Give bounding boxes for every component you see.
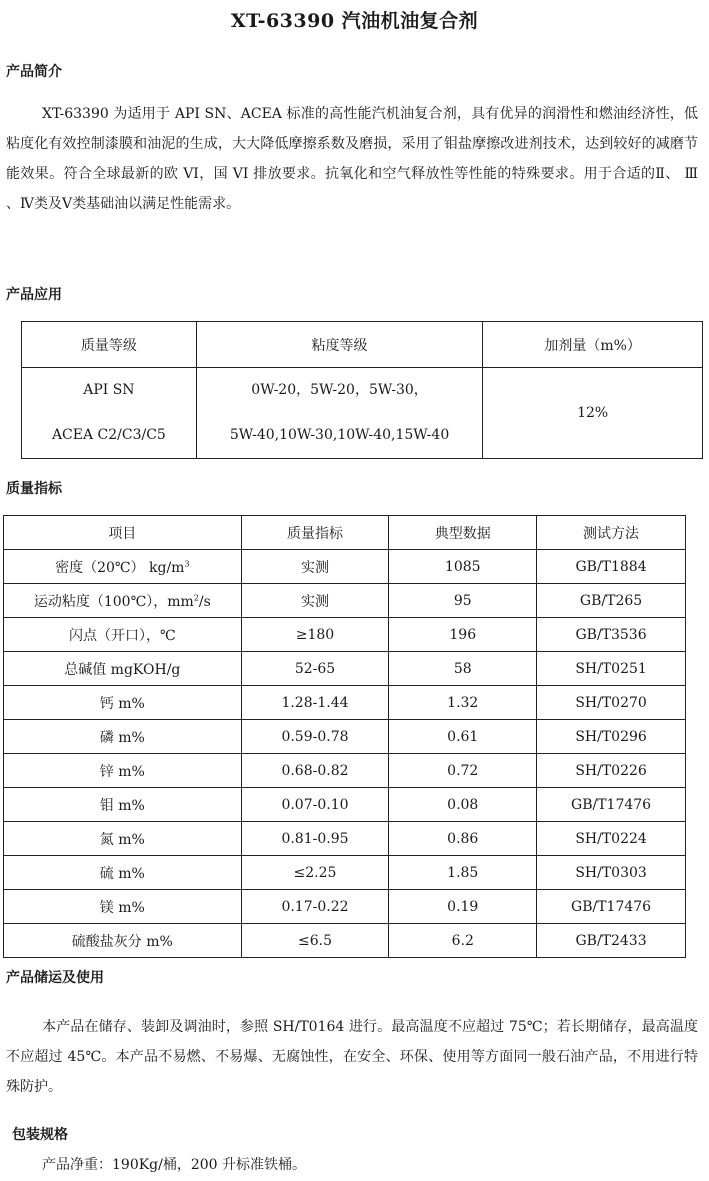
spec-typical: 1.32 xyxy=(389,686,537,720)
table-row xyxy=(4,720,686,754)
spec-value: 0.68-0.82 xyxy=(241,754,389,788)
spec-header-typical: 典型数据 xyxy=(389,516,537,550)
table-row xyxy=(4,618,686,652)
app-viscosity-2: 5W-40,10W-30,10W-40,15W-40 xyxy=(229,427,450,443)
spec-method: GB/T265 xyxy=(537,584,686,618)
specs-table xyxy=(3,515,686,958)
spec-typical: 58 xyxy=(389,652,537,686)
spec-value: 实测 xyxy=(241,584,389,618)
spec-item: 运动粘度（100℃），$mm^2/s$ xyxy=(4,584,242,618)
spec-value: 0.17-0.22 xyxy=(241,890,389,924)
spec-value: 52-65 xyxy=(241,652,389,686)
table-row xyxy=(4,890,686,924)
spec-typical: 1.85 xyxy=(389,856,537,890)
spec-value: 0.59-0.78 xyxy=(241,720,389,754)
intro-text: XT-63390 为适用于 API SN、ACEA 标准的高性能汽机油复合剂，具有优异的润滑性和燃油经济性，低粘度化有效控制漆膜和油泥的生成，大大降低摩擦系数及磨损，采用了钼盐摩擦改进剂技术，达到较好的减磨节能效果。符合全球最新的欧 VI，国 VI 排放要求。抗氧化和空气释放性等性能的特殊要求。用于合适的Ⅱ、 Ⅲ 、Ⅳ类及Ⅴ类基础油以满足性能需求。 xyxy=(6,106,698,212)
table-row xyxy=(4,652,686,686)
spec-header-item: 项目 xyxy=(4,516,242,550)
spec-item: 镁 m% xyxy=(4,890,242,924)
spec-value: ≤2.25 xyxy=(241,856,389,890)
spec-method: SH/T0296 xyxy=(537,720,686,754)
spec-item: 锌 m% xyxy=(4,754,242,788)
spec-typical: 0.72 xyxy=(389,754,537,788)
spec-method: GB/T17476 xyxy=(537,788,686,822)
app-header-quality: 质量等级 xyxy=(22,322,197,368)
spec-value: ≥180 xyxy=(241,618,389,652)
app-header-dosage: 加剂量（m%） xyxy=(483,322,703,368)
spec-typical: 0.19 xyxy=(389,890,537,924)
spec-item: 闪点（开口），℃ xyxy=(4,618,242,652)
app-dosage-cell: 12% xyxy=(483,368,703,459)
packaging-text: 产品净重：190Kg/桶，200 升标准铁桶。 xyxy=(42,1157,307,1173)
spec-typical: 95 xyxy=(389,584,537,618)
table-row xyxy=(4,550,686,584)
spec-item: 硫酸盐灰分 m% xyxy=(4,924,242,958)
spec-item: 密度（20℃） $kg/m^3$ xyxy=(4,550,242,584)
spec-item: 氮 m% xyxy=(4,822,242,856)
spec-typical: 196 xyxy=(389,618,537,652)
spec-method: SH/T0224 xyxy=(537,822,686,856)
storage-text: 本产品在储存、装卸及调油时，参照 SH/T0164 进行。最高温度不应超过 75℃；若长期储存，最高温度不应超过 45℃。本产品不易燃、不易爆、无腐蚀性，在安全、环保、使用等方面同一般石油产品，不用进行特殊防护。 xyxy=(6,1019,698,1095)
spec-method: SH/T0303 xyxy=(537,856,686,890)
table-row xyxy=(4,584,686,618)
spec-value: ≤6.5 xyxy=(241,924,389,958)
application-table xyxy=(21,321,703,459)
spec-typical: 0.86 xyxy=(389,822,537,856)
spec-value: 实测 xyxy=(241,550,389,584)
spec-header-spec: 质量指标 xyxy=(241,516,389,550)
packaging-paragraph xyxy=(6,1150,698,1180)
app-quality-1: API SN xyxy=(83,382,135,398)
app-quality-cell xyxy=(22,368,197,459)
spec-method: GB/T17476 xyxy=(537,890,686,924)
spec-method: SH/T0226 xyxy=(537,754,686,788)
spec-typical: 0.61 xyxy=(389,720,537,754)
storage-heading: 产品储运及使用 xyxy=(6,970,104,986)
spec-method: GB/T3536 xyxy=(537,618,686,652)
spec-typical: 0.08 xyxy=(389,788,537,822)
application-heading: 产品应用 xyxy=(6,287,62,303)
spec-item: 钙 m% xyxy=(4,686,242,720)
spec-method: GB/T2433 xyxy=(537,924,686,958)
app-header-viscosity: 粘度等级 xyxy=(196,322,483,368)
storage-paragraph xyxy=(6,1012,698,1102)
intro-heading: 产品简介 xyxy=(6,64,62,80)
table-row xyxy=(4,856,686,890)
spec-item: 磷 m% xyxy=(4,720,242,754)
packaging-heading: 包装规格 xyxy=(12,1127,68,1143)
spec-method: GB/T1884 xyxy=(537,550,686,584)
app-quality-2: ACEA C2/C3/C5 xyxy=(51,427,166,443)
spec-method: SH/T0270 xyxy=(537,686,686,720)
table-row xyxy=(4,924,686,958)
app-viscosity-1: 0W-20，5W-20，5W-30， xyxy=(251,382,428,398)
specs-heading: 质量指标 xyxy=(6,481,62,497)
spec-typical: 6.2 xyxy=(389,924,537,958)
spec-header-method: 测试方法 xyxy=(537,516,686,550)
table-row xyxy=(4,822,686,856)
spec-value: 0.81-0.95 xyxy=(241,822,389,856)
spec-value: 1.28-1.44 xyxy=(241,686,389,720)
table-row xyxy=(4,788,686,822)
spec-item: 总碱值 mgKOH/g xyxy=(4,652,242,686)
spec-value: 0.07-0.10 xyxy=(241,788,389,822)
spec-method: SH/T0251 xyxy=(537,652,686,686)
table-row xyxy=(4,754,686,788)
spec-typical: 1085 xyxy=(389,550,537,584)
intro-paragraph xyxy=(6,99,698,219)
spec-item: 钼 m% xyxy=(4,788,242,822)
page-title: XT-63390 汽油机油复合剂 xyxy=(230,10,479,32)
spec-item: 硫 m% xyxy=(4,856,242,890)
table-row xyxy=(4,686,686,720)
app-viscosity-cell xyxy=(196,368,483,459)
